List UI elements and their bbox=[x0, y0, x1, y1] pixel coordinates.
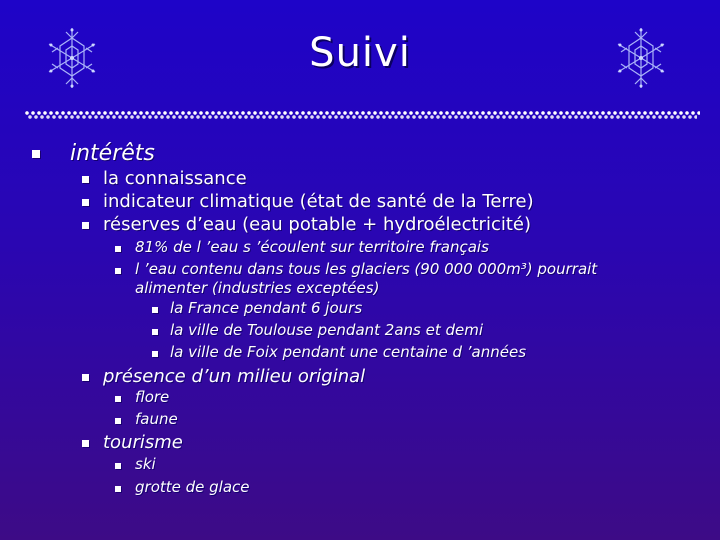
outline-item: 81% de l ’eau s ’écoulent sur territoire français bbox=[135, 238, 489, 256]
outline-item: faune bbox=[135, 410, 178, 428]
bullet-icon bbox=[32, 150, 40, 158]
dotted-divider bbox=[27, 114, 697, 123]
bullet-icon bbox=[82, 374, 89, 381]
outline-item: la France pendant 6 jours bbox=[170, 299, 363, 317]
bullet-icon bbox=[115, 418, 121, 424]
outline-item: ski bbox=[135, 455, 156, 473]
bullet-icon bbox=[152, 351, 158, 357]
outline-item: la ville de Toulouse pendant 2ans et demi bbox=[170, 321, 484, 339]
bullet-icon bbox=[115, 268, 121, 274]
outline-item: indicateur climatique (état de santé de la Terre) bbox=[103, 191, 534, 212]
bullet-icon bbox=[115, 463, 121, 469]
bullet-icon bbox=[82, 199, 89, 206]
outline-item: réserves d’eau (eau potable + hydroélectricité) bbox=[103, 214, 532, 235]
bullet-icon bbox=[82, 176, 89, 183]
outline-item: alimenter (industries exceptées) bbox=[135, 279, 380, 297]
outline-item: présence d’un milieu original bbox=[103, 366, 366, 387]
outline-item: flore bbox=[135, 388, 170, 406]
bullet-icon bbox=[115, 396, 121, 402]
bullet-icon bbox=[82, 440, 89, 447]
bullet-icon bbox=[152, 329, 158, 335]
bullet-icon bbox=[115, 486, 121, 492]
bullet-icon bbox=[82, 222, 89, 229]
outline-item: la connaissance bbox=[103, 168, 247, 189]
bullet-icon bbox=[152, 307, 158, 313]
outline-item: intérêts bbox=[70, 141, 155, 166]
slide-title: Suivi bbox=[309, 30, 411, 76]
outline-item: grotte de glace bbox=[135, 478, 250, 496]
outline-item: la ville de Foix pendant une centaine d ’années bbox=[170, 343, 527, 361]
outline-item: l ’eau contenu dans tous les glaciers (90 000 000m³) pourrait bbox=[135, 260, 598, 278]
outline-item: tourisme bbox=[103, 432, 183, 453]
bullet-icon bbox=[115, 246, 121, 252]
